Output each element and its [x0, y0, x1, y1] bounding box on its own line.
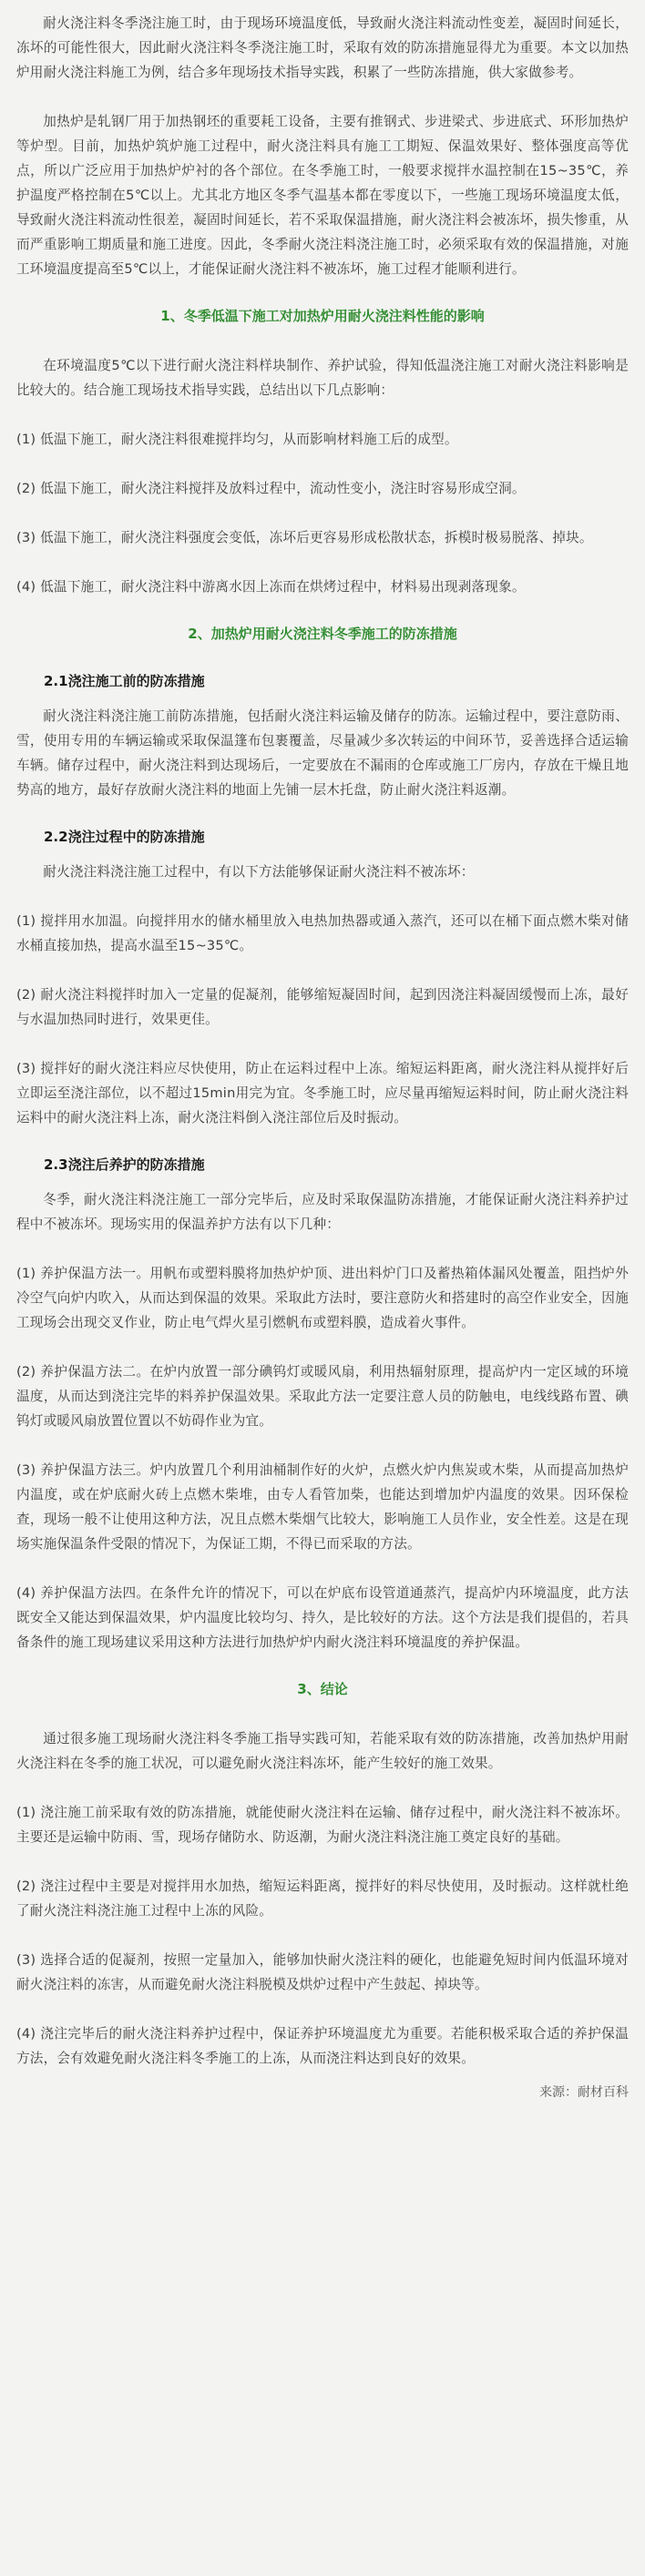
body-paragraph: 在环境温度5℃以下进行耐火浇注料样块制作、养护试验，得知低温浇注施工对耐火浇注料影响是比较大的。结合施工现场技术指导实践，总结出以下几点影响：: [16, 358, 629, 398]
body-paragraph: 耐火浇注料浇注施工前防冻措施，包括耐火浇注料运输及储存的防冻。运输过程中，要注意防雨、雪，使用专用的车辆运输或采取保温篷布包裹覆盖，尽量减少多次转运的中间环节，妥善选择合适运输车辆。储存过程中，耐火浇注料到达现场后，一定要放在不漏雨的仓库或施工厂房内，存放在干燥且地势高的地方，最好存放耐火浇注料的地面上先铺一层木托盘，防止耐火浇注料返潮。: [16, 708, 629, 798]
source-credit: 来源：耐材百科: [539, 2085, 629, 2100]
list-item: (3) 低温下施工，耐火浇注料强度会变低，冻坏后更容易形成松散状态，拆模时极易脱落、掉块。: [16, 530, 593, 545]
body-paragraph: 冬季，耐火浇注料浇注施工一部分完毕后，应及时采取保温防冻措施，才能保证耐火浇注料养护过程中不被冻坏。现场实用的保温养护方法有以下几种：: [16, 1192, 629, 1232]
subsection-heading: 2.3浇注后养护的防冻措施: [44, 1156, 205, 1173]
list-item: (3) 选择合适的促凝剂，按照一定量加入，能够加快耐火浇注料的硬化，也能避免短时间内低温环境对耐火浇注料的冻害，从而避免耐火浇注料脱模及烘炉过程中产生鼓起、掉块等。: [16, 1952, 629, 1992]
list-item: (2) 耐火浇注料搅拌时加入一定量的促凝剂，能够缩短凝固时间，起到因浇注料凝固缓慢而上冻，最好与水温加热同时进行，效果更佳。: [16, 987, 629, 1027]
body-paragraph: 耐火浇注料浇注施工过程中，有以下方法能够保证耐火浇注料不被冻坏：: [43, 864, 475, 880]
list-item: (1) 养护保温方法一。用帆布或塑料膜将加热炉炉顶、进出料炉门口及蓄热箱体漏风处覆盖，阻挡炉外冷空气向炉内吹入，从而达到保温的效果。采取此方法时，要注意防火和搭建时的高空作业安全，因施工现场会出现交叉作业，防止电气焊火星引燃帆布或塑料膜，造成着火事件。: [16, 1266, 629, 1330]
section-heading: 3、结论: [297, 1681, 348, 1697]
list-item: (4) 养护保温方法四。在条件允许的情况下，可以在炉底布设管道通蒸汽，提高炉内环境温度，此方法既安全又能达到保温效果，炉内温度比较均匀、持久，是比较好的方法。这个方法是我们提倡的，若具备条件的施工现场建议采用这种方法进行加热炉炉内耐火浇注料环境温度的养护保温。: [16, 1585, 629, 1650]
list-item: (4) 浇注完毕后的耐火浇注料养护过程中，保证养护环境温度尤为重要。若能积极采取合适的养护保温方法，会有效避免耐火浇注料冬季施工的上冻，从而浇注料达到良好的效果。: [16, 2026, 629, 2066]
list-item: (4) 低温下施工，耐火浇注料中游离水因上冻而在烘烤过程中，材料易出现剥落现象。: [16, 579, 526, 595]
body-paragraph: 通过很多施工现场耐火浇注料冬季施工指导实践可知，若能采取有效的防冻措施，改善加热炉用耐火浇注料在冬季的施工状况，可以避免耐火浇注料冻坏，能产生较好的施工效果。: [16, 1731, 629, 1771]
list-item: (3) 搅拌好的耐火浇注料应尽快使用，防止在运料过程中上冻。缩短运料距离，耐火浇注料从搅拌好后立即运至浇注部位，以不超过15min用完为宜。冬季施工时，应尽量再缩短运料时间，防止耐火浇注料运料中的耐火浇注料上冻，耐火浇注料倒入浇注部位后及时振动。: [16, 1061, 629, 1125]
list-item: (2) 低温下施工，耐火浇注料搅拌及放料过程中，流动性变小，浇注时容易形成空洞。: [16, 481, 526, 496]
list-item: (3) 养护保温方法三。炉内放置几个利用油桶制作好的火炉，点燃火炉内焦炭或木柴，从而提高加热炉内温度，或在炉底耐火砖上点燃木柴堆，由专人看管加柴，也能达到增加炉内温度的效果。因环保检查，现场一般不让使用这种方法，况且点燃木柴烟气比较大，影响施工人员作业，安全性差。这是在现场实施保温条件受限的情况下，为保证工期，不得已而采取的方法。: [16, 1462, 629, 1552]
intro-paragraph: 加热炉是轧钢厂用于加热钢坯的重要耗工设备，主要有推钢式、步进梁式、步进底式、环形加热炉等炉型。目前，加热炉筑炉施工过程中，耐火浇注料具有施工工期短、保温效果好、整体强度高等优点，所以广泛应用于加热炉炉衬的各个部位。在冬季施工时，一般要求搅拌水温控制在15~35℃，养护温度严格控制在5℃以上。尤其北方地区冬季气温基本都在零度以下，一些施工现场环境温度太低，导致耐火浇注料流动性很差，凝固时间延长，若不采取保温措施，耐火浇注料会被冻坏，损失惨重，从而严重影响工期质量和施工进度。因此，冬季耐火浇注料浇注施工时，必须采取有效的保温措施，对施工环境温度提高至5℃以上，才能保证耐火浇注料不被冻坏，施工过程才能顺利进行。: [16, 114, 629, 277]
subsection-heading: 2.1浇注施工前的防冻措施: [44, 673, 205, 689]
list-item: (1) 搅拌用水加温。向搅拌用水的储水桶里放入电热加热器或通入蒸汽，还可以在桶下面点燃木柴对储水桶直接加热，提高水温至15~35℃。: [16, 913, 629, 953]
section-heading: 1、冬季低温下施工对加热炉用耐火浇注料性能的影响: [160, 308, 485, 324]
list-item: (1) 低温下施工，耐火浇注料很难搅拌均匀，从而影响材料施工后的成型。: [16, 432, 458, 447]
list-item: (2) 浇注过程中主要是对搅拌用水加热，缩短运料距离，搅拌好的料尽快使用，及时振动。这样就杜绝了耐火浇注料浇注施工过程中上冻的风险。: [16, 1879, 629, 1919]
list-item: (1) 浇注施工前采取有效的防冻措施，就能使耐火浇注料在运输、储存过程中，耐火浇注料不被冻坏。主要还是运输中防雨、雪，现场存储防水、防返潮，为耐火浇注料浇注施工奠定良好的基础。: [16, 1805, 629, 1845]
subsection-heading: 2.2浇注过程中的防冻措施: [44, 829, 205, 845]
intro-paragraph: 耐火浇注料冬季浇注施工时，由于现场环境温度低，导致耐火浇注料流动性变差，凝固时间延长，冻坏的可能性很大，因此耐火浇注料冬季浇注施工时，采取有效的防冻措施显得尤为重要。本文以加热炉用耐火浇注料施工为例，结合多年现场技术指导实践，积累了一些防冻措施，供大家做参考。: [16, 15, 629, 80]
section-heading: 2、加热炉用耐火浇注料冬季施工的防冻措施: [188, 626, 457, 642]
list-item: (2) 养护保温方法二。在炉内放置一部分碘钨灯或暖风扇，利用热辐射原理，提高炉内一定区域的环境温度，从而达到浇注完毕的料养护保温效果。采取此方法一定要注意人员的防触电，电线线路布置、碘钨灯或暖风扇放置位置以不妨碍作业为宜。: [16, 1364, 629, 1429]
